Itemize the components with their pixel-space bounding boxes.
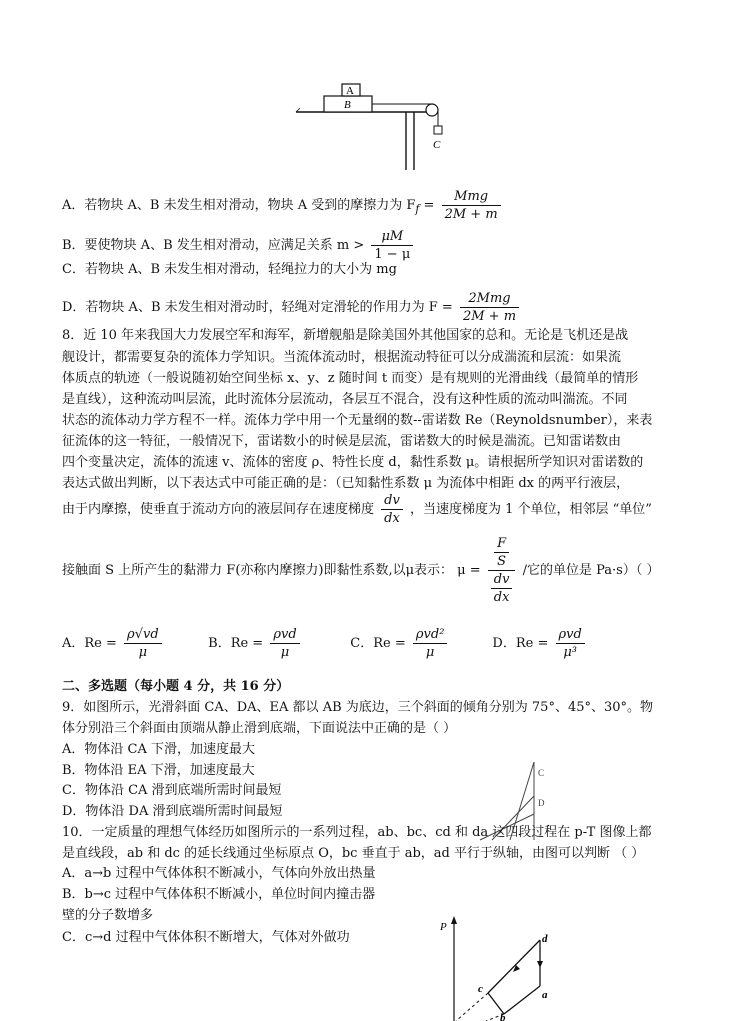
q8-line-4: 是直线），这种流动叫层流，此时流体分层流动，各层互不混合，没有这种性质的流动叫湍流。不同 — [62, 392, 628, 407]
q8-line-1: 8．近 10 年来我国大力发展空军和海军，新增舰船是除美国外其他国家的总和。无论是飞机还是战 — [62, 328, 629, 343]
q7-option-b: B．要使物块 A、B 发生相对滑动，应满足关系 m > $\frac{\mu M}{1 - \mu}$ — [62, 228, 416, 263]
q10-option-a: A．a→b 过程中气体体积不断减小，气体向外放出热量 — [62, 866, 376, 881]
q8-line-9: 由于内摩擦，使垂直于流动方向的液层间存在速度梯度 $\frac{dv}{dx}$ ，当速度梯度为 1 个单位，相邻层 “单位” — [62, 493, 652, 526]
q9-option-d: D．物体沿 DA 滑到底端所需时间最短 — [62, 804, 283, 819]
point-label-b: b — [500, 1012, 506, 1021]
q7-option-a: A．若物块 A、B 未发生相对滑动，物块 A 受到的摩擦力为 $F_f$ = $\frac{\text{Mmg}}{2M + m}$ — [62, 188, 504, 223]
q10-line-2: 是直线段，ab 和 dc 的延长线通过坐标原点 O，bc 垂直于 ab，ad 平行于纵轴，由图可以判断 （ ） — [62, 846, 645, 861]
q8-options — [62, 626, 588, 661]
p-axis-arrow — [451, 916, 457, 924]
q7-b-fraction: $\frac{\mu M}{1 - \mu}$ — [371, 228, 413, 263]
label-b: B — [344, 99, 351, 111]
q9-option-c: C．物体沿 CA 滑到底端所需时间最短 — [62, 783, 282, 798]
q8-line-10: 接触面 S 上所产生的黏滞力 F(亦称内摩擦力)即黏性系数,以μ表示： μ = $\frac{\frac{F}{S}}{\frac{dv}{dx}}$ /它的单位是 Pa·s）（ ） — [62, 536, 660, 605]
q7-option-c: C．若物块 A、B 未发生相对滑动，轻绳拉力的大小为 mg — [62, 262, 397, 277]
q8-line-2: 舰设计，都需要复杂的流体力学知识。当流体流动时，根据流动特征可以分成湍流和层流：如果流 — [62, 350, 622, 365]
pulley-figure — [290, 80, 450, 172]
block-c — [434, 126, 442, 134]
q7-a-fraction: $\frac{\text{Mmg}}{2M + m}$ — [442, 188, 501, 223]
q8-option-c: C．Re = $\frac{\text{ρvd²}}{\mu}$ — [350, 626, 488, 661]
q9-line-2: 体分别沿三个斜面由顶端从静止滑到底端，下面说法中正确的是（ ） — [62, 721, 457, 736]
q10-option-c: C．c→d 过程中气体体积不断增大，气体对外做功 — [62, 930, 350, 945]
q8-option-d: D．Re = $\frac{\text{ρvd}}{\text{μ³}}$ — [492, 626, 587, 661]
point-label-a: a — [542, 989, 548, 1001]
fig-label-d: D — [538, 798, 545, 808]
point-label-d: d — [542, 933, 548, 945]
section-heading: 二、多选题（每小题 4 分，共 16 分） — [62, 679, 290, 694]
label-a: A — [346, 85, 354, 97]
velocity-gradient-fraction: $\frac{dv}{dx}$ — [381, 492, 403, 527]
axis-label-p: P — [440, 921, 447, 933]
q8-line-3: 体质点的轨迹（一般说随初始空间坐标 x、y、z 随时间 t 而变）是有规则的光滑曲线（最简单的情形 — [62, 371, 639, 386]
q7-option-d: D．若物块 A、B 未发生相对滑动时，轻绳对定滑轮的作用力为 F = $\frac{\text{2Mmg}}{2M + m}$ — [62, 290, 522, 325]
point-label-c: c — [478, 983, 483, 995]
pt-diagram — [436, 914, 576, 1021]
q10-option-b-line-2: 壁的分子数增多 — [62, 908, 154, 923]
q8-line-5: 状态的流体动力学方程不一样。流体力学中用一个无量纲的数--雷诺数 Re（Reynoldsnumber），来表 — [62, 413, 653, 428]
q9-option-a: A．物体沿 CA 下滑，加速度最大 — [62, 742, 255, 757]
q8-option-b: B．Re = $\frac{\text{ρvd}}{\mu}$ — [208, 626, 346, 661]
q10-line-1: 10．一定质量的理想气体经历如图所示的一系列过程，ab、bc、cd 和 da 这四段过程在 p-T 图像上都 — [62, 825, 652, 840]
pulley — [426, 104, 438, 116]
q9-line-1: 9．如图所示，光滑斜面 CA、DA、EA 都以 AB 为底边，三个斜面的倾角分别为 75°、45°、30°。物 — [62, 700, 654, 715]
extension-dc — [456, 993, 488, 1021]
q8-option-a: A．Re = $\frac{\rho√vd}{\mu}$ — [62, 626, 204, 661]
fig-label-c: C — [538, 768, 545, 778]
q8-line-6: 征流体的这一特征，一般情况下，雷诺数小的时候是层流，雷诺数大的时候是湍流。已知雷诺数由 — [62, 434, 622, 449]
line-cd — [488, 940, 540, 993]
q10-option-b-line-1: B．b→c 过程中气体体积不断减小，单位时间内撞击器 — [62, 887, 376, 902]
line-bc — [488, 993, 504, 1014]
line-ab — [504, 986, 540, 1014]
label-c: C — [433, 139, 441, 151]
q9-option-b: B．物体沿 EA 下滑，加速度最大 — [62, 763, 255, 778]
viscosity-fraction: $\frac{\frac{F}{S}}{\frac{dv}{dx}}$ — [488, 535, 516, 606]
q8-line-7: 四个变量决定，流体的流速 v、流体的密度 ρ、特性长度 d，黏性系数 μ。请根据所学知识对雷诺数的 — [62, 455, 644, 470]
q7-d-fraction: $\frac{\text{2Mmg}}{2M + m}$ — [460, 290, 519, 325]
q8-line-8: 表达式做出判断，以下表达式中可能正确的是：（已知黏性系数 μ 为流体中相距 dx 的两平行液层， — [62, 476, 630, 491]
